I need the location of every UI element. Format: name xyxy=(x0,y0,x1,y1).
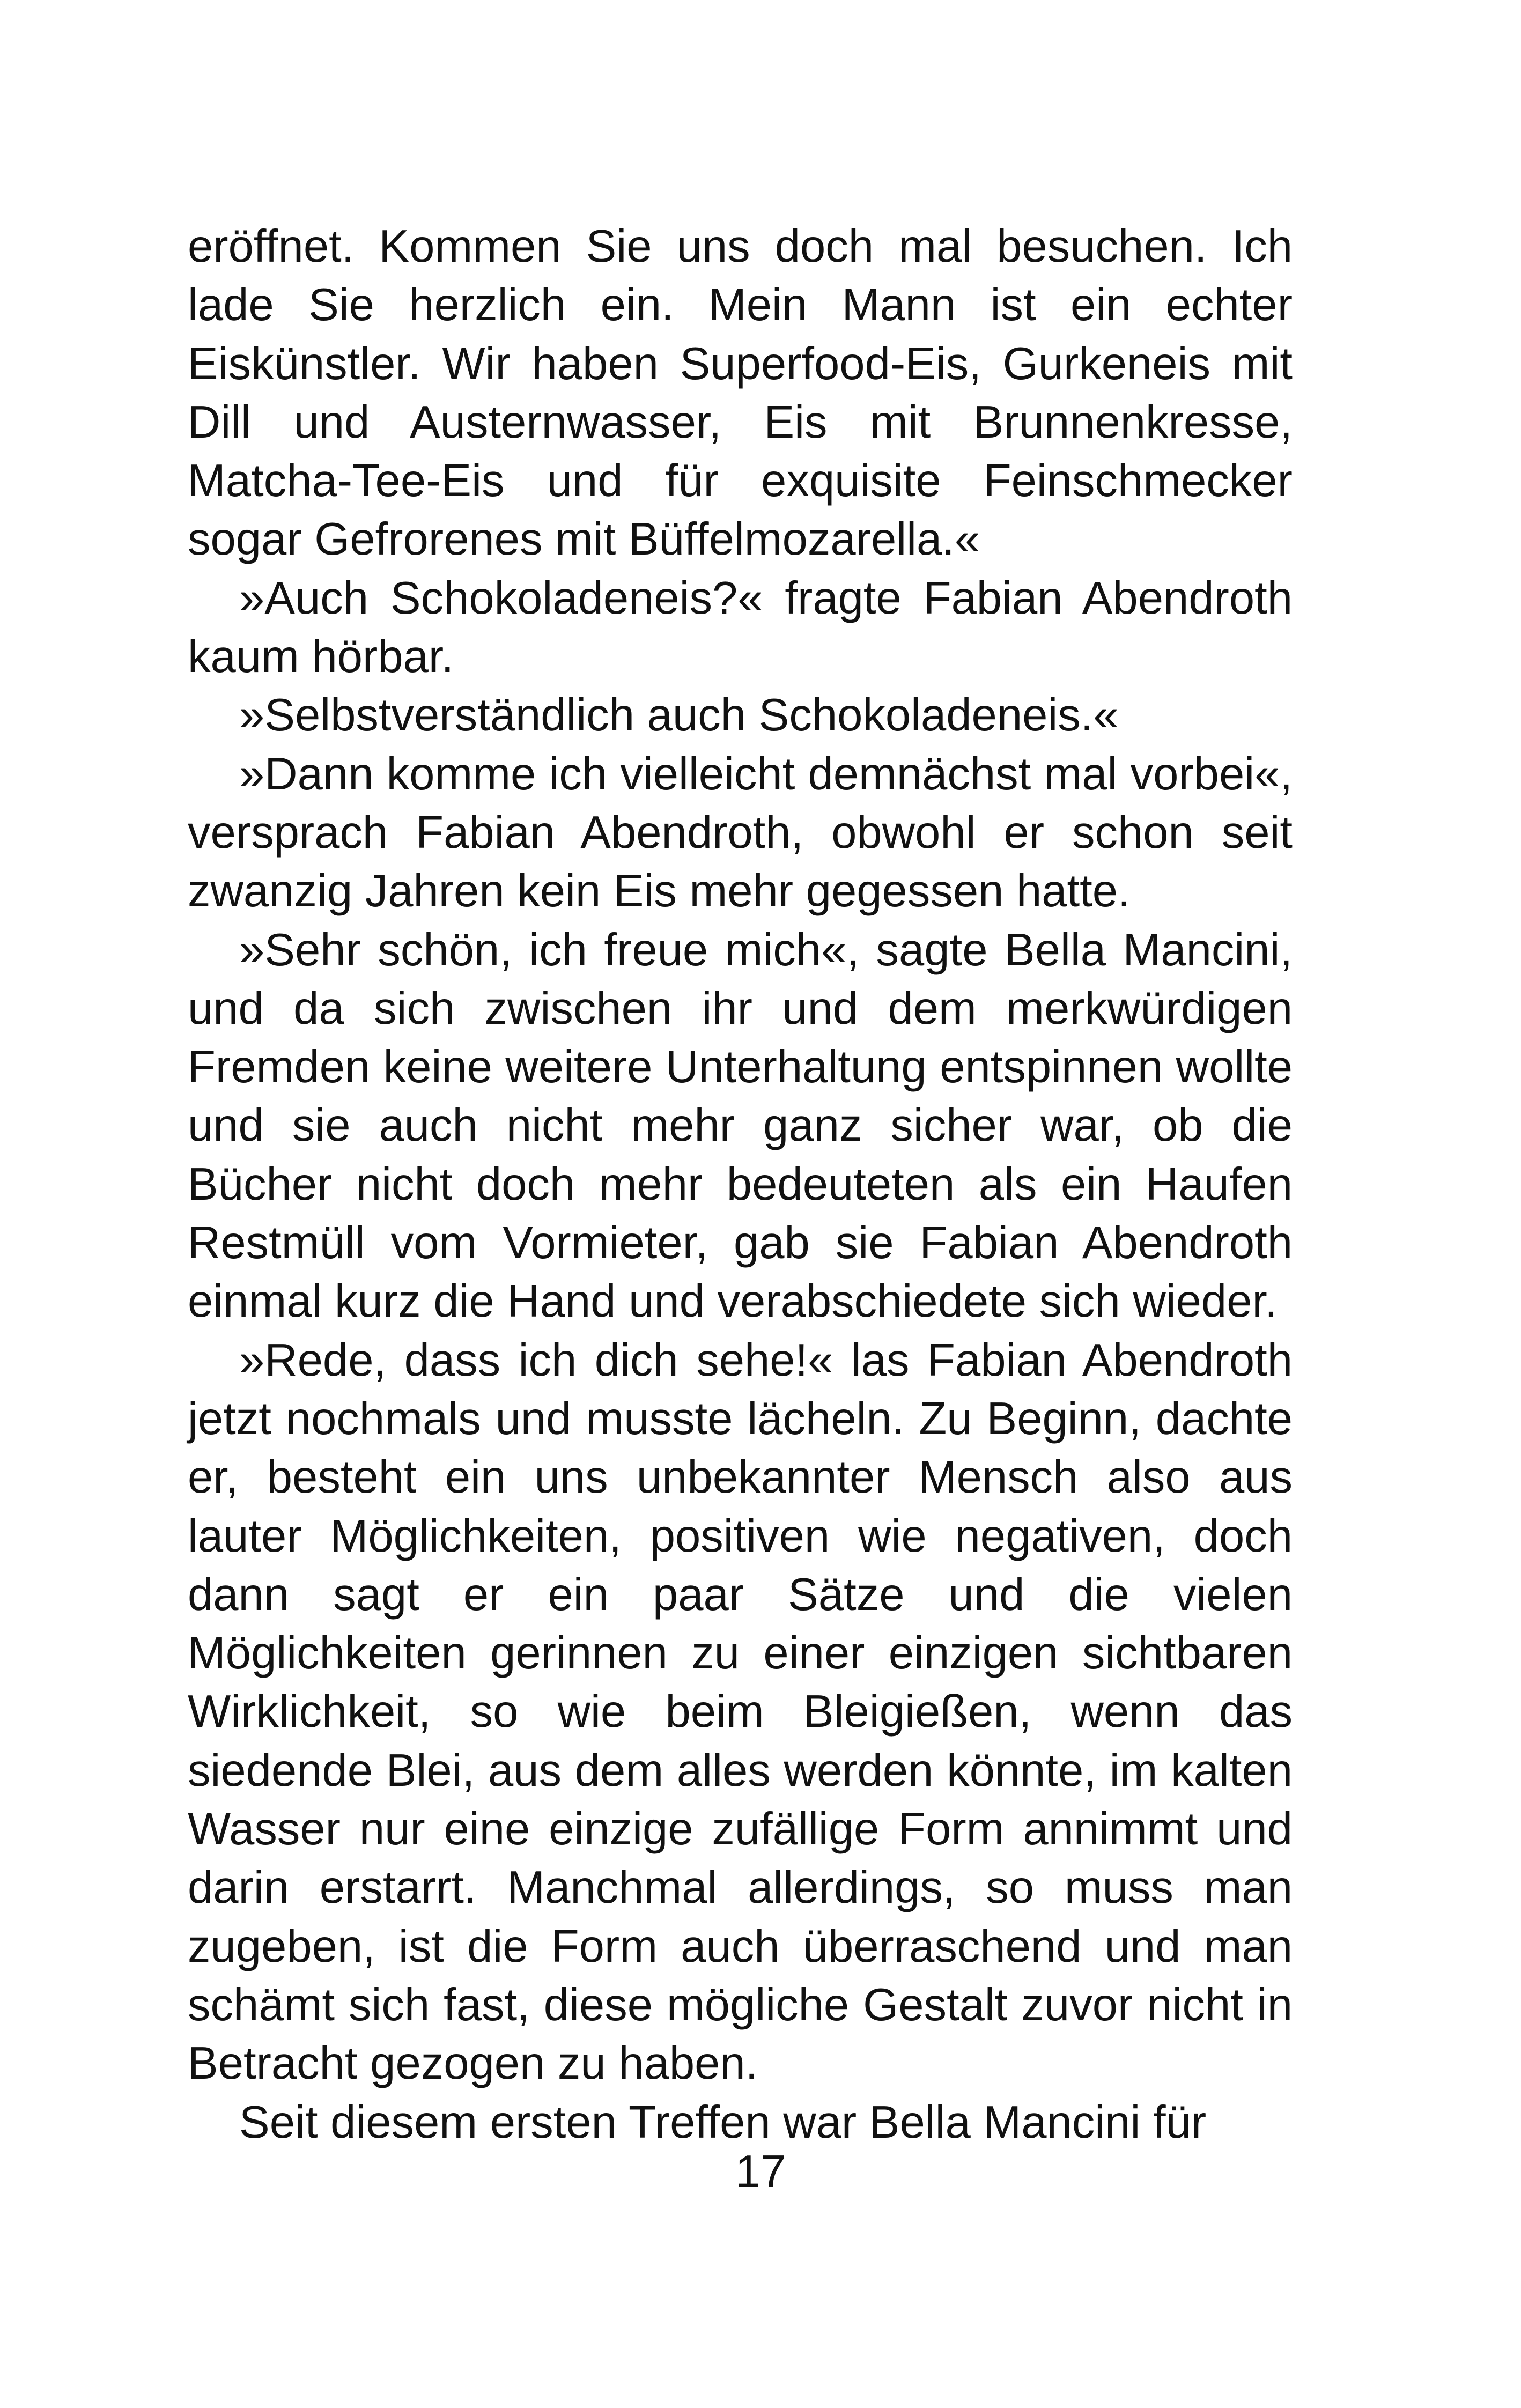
body-text xyxy=(188,217,1293,2152)
paragraph-reflection: »Rede, dass ich dich sehe!« las Fabian Abendroth jetzt nochmals und musste lächeln. Zu Beginn, dachte er, besteht ein uns unbekannter Mensch also aus lauter Möglichkeiten, positiven wie negativen, doch dann sagt er ein paar Sätze und die vielen Möglichkeiten gerinnen zu einer einzigen sichtbaren Wirklichkeit, so wie beim Bleigießen, wenn das siedende Blei, aus dem alles werden könnte, im kalten Wasser nur eine einzige zufällige Form annimmt und darin erstarrt. Manchmal allerdings, so muss man zugeben, ist die Form auch überraschend und man schämt sich fast, diese mögliche Gestalt zuvor nicht in Betracht gezogen zu haben. xyxy=(188,1334,1293,2089)
paragraph-farewell: »Sehr schön, ich freue mich«, sagte Bella Mancini, und da sich zwischen ihr und dem merkwürdigen Fremden keine weitere Unterhaltung entspinnen wollte und sie auch nicht mehr ganz sicher war, ob die Bücher nicht doch mehr bedeuteten als ein Haufen Restmüll vom Vormieter, gab sie Fabian Abendroth einmal kurz die Hand und verabschiedete sich wieder. xyxy=(188,924,1293,1327)
paragraph-dialogue-promise: »Dann komme ich vielleicht demnächst mal vorbei«, versprach Fabian Abendroth, obwohl er schon seit zwanzig Jahren kein Eis mehr gegessen hatte. xyxy=(188,748,1293,917)
paragraph-continuation: eröffnet. Kommen Sie uns doch mal besuchen. Ich lade Sie herzlich ein. Mein Mann ist ein echter Eiskünstler. Wir haben Superfood-Eis, Gurkeneis mit Dill und Austernwasser, Eis mit Brunnenkresse, Matcha-Tee-Eis und für exquisite Feinschmecker sogar Gefrorenes mit Büffelmozarella.« xyxy=(188,221,1293,565)
paragraph-closing: Seit diesem ersten Treffen war Bella Mancini für xyxy=(239,2096,1207,2148)
paragraph-dialogue-answer: »Selbstverständlich auch Schokoladeneis.« xyxy=(239,690,1119,741)
page-number: 17 xyxy=(735,2146,786,2197)
paragraph-dialogue-question: »Auch Schokoladeneis?« fragte Fabian Abendroth kaum hörbar. xyxy=(188,572,1293,683)
